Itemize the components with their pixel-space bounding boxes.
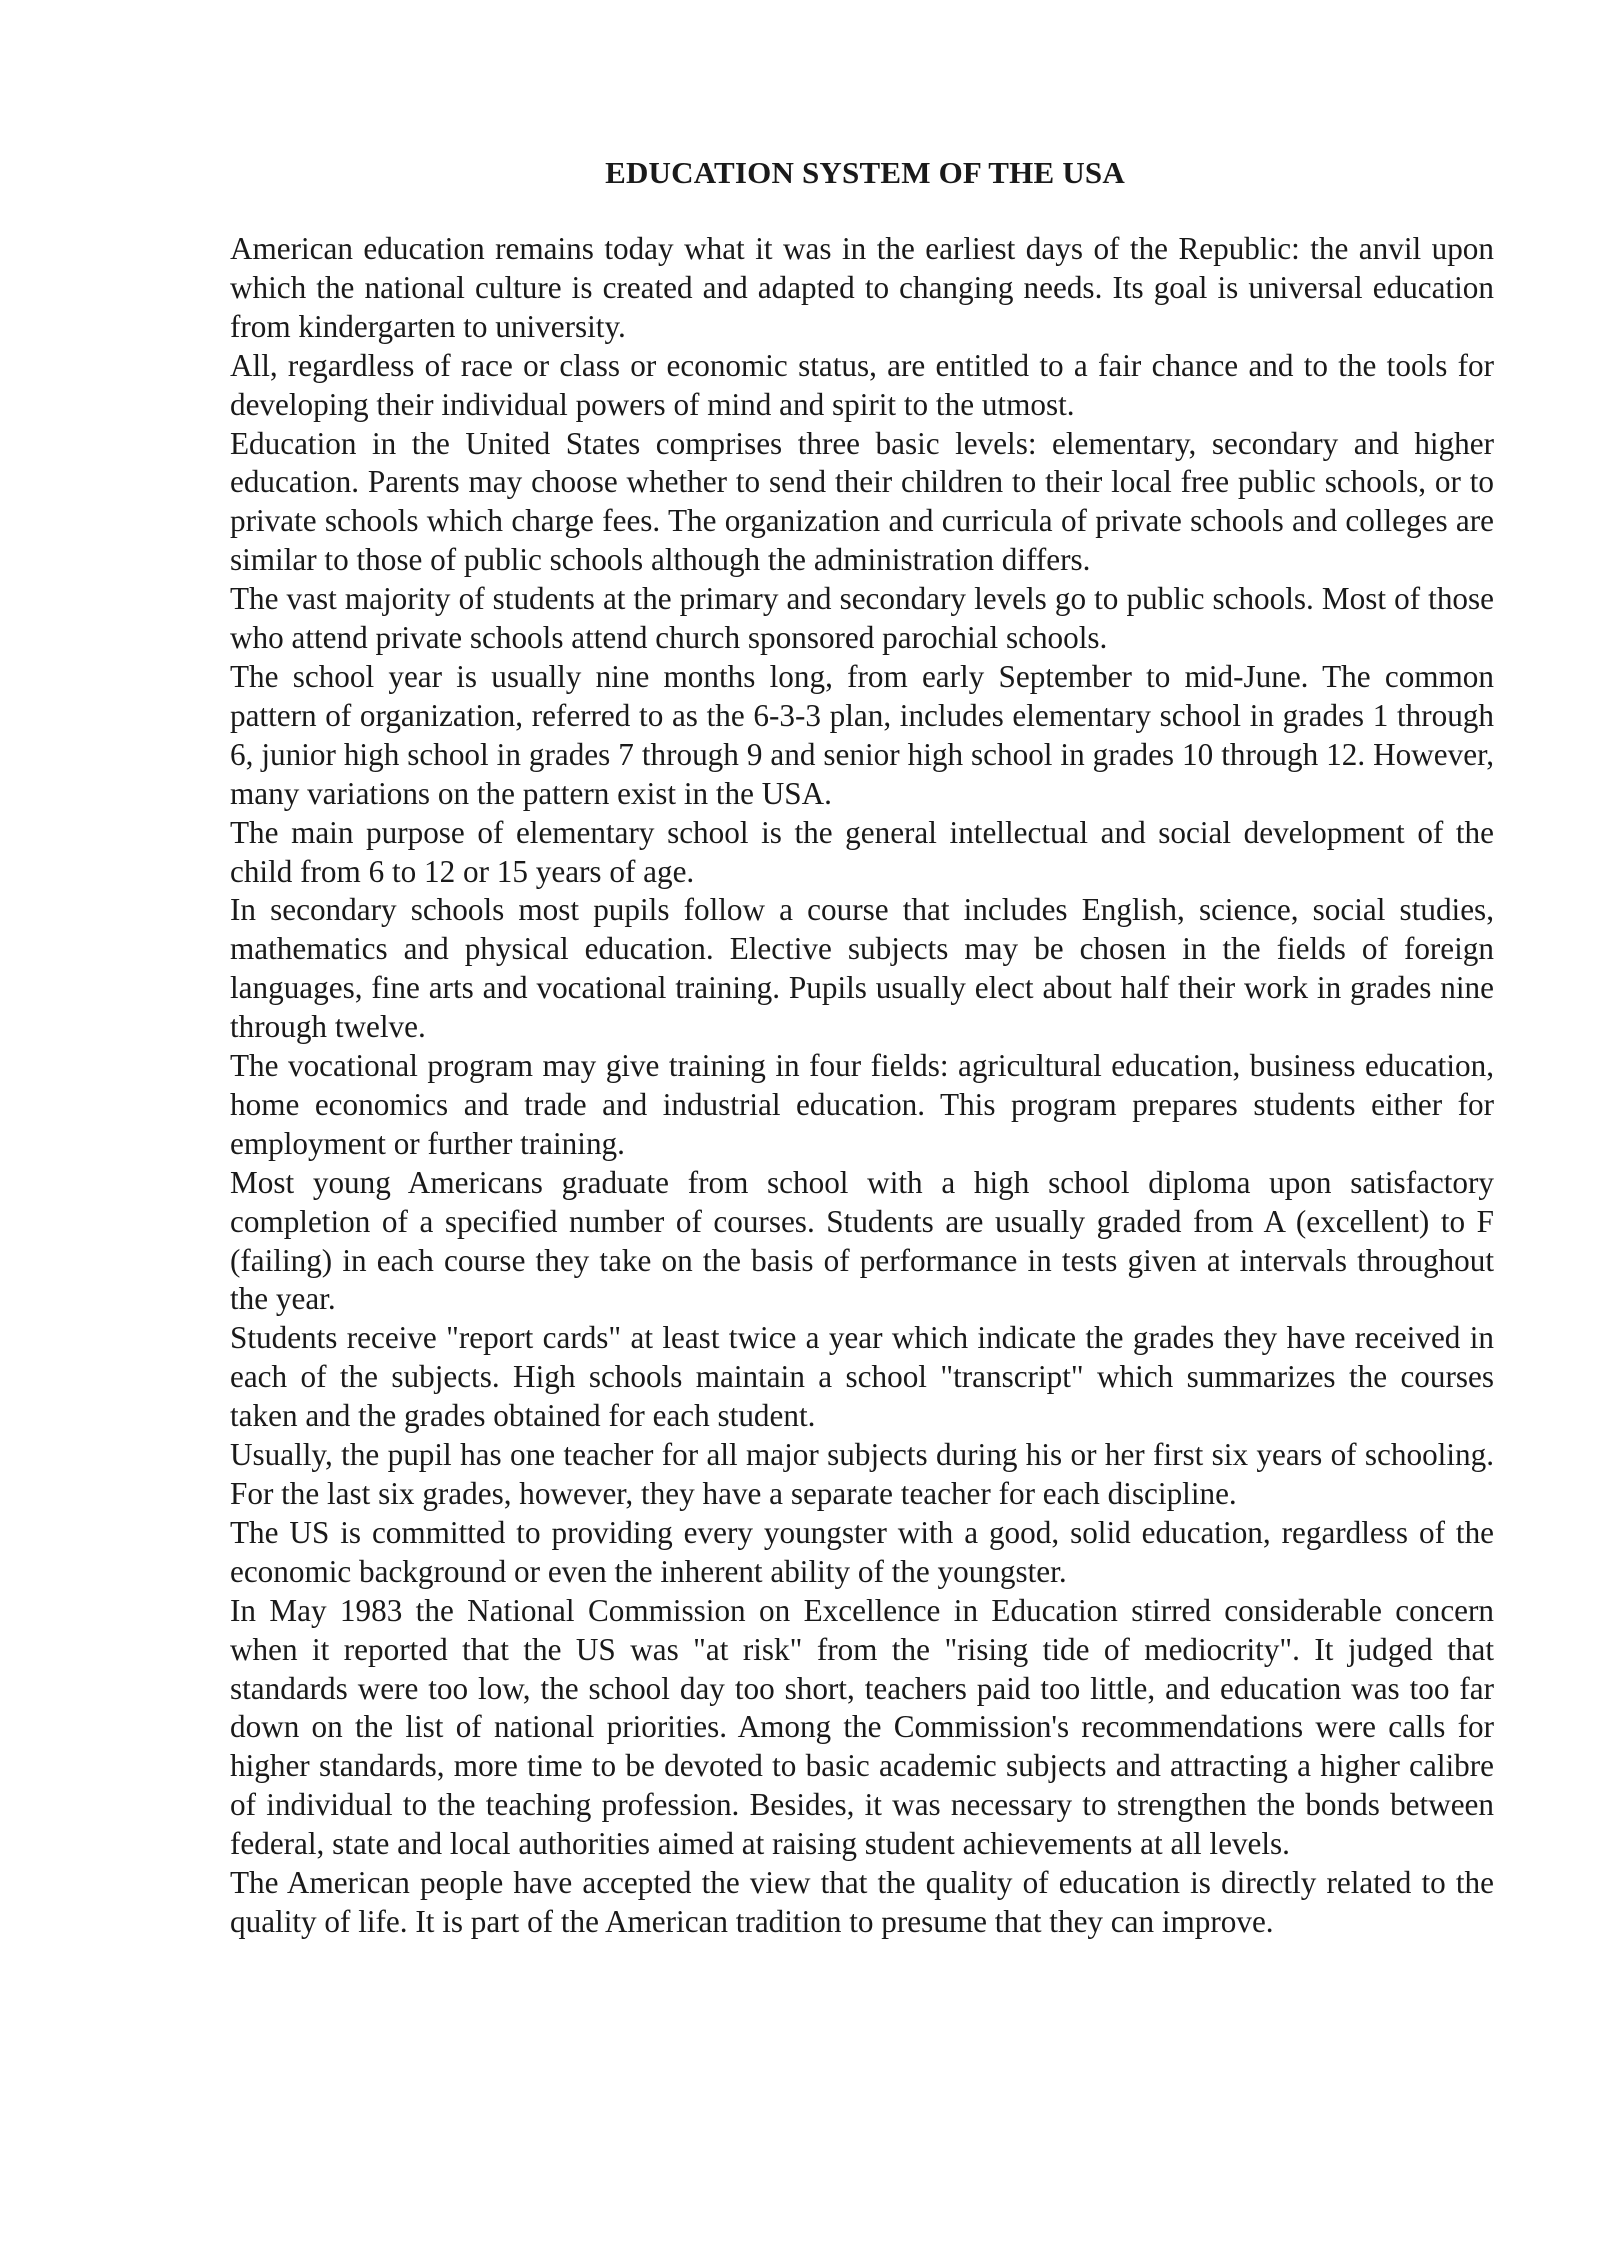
paragraph-2: All, regardless of race or class or economic status, are entitled to a fair chance and to the tools for developing their individual powers of mind and spirit to the utmost.	[230, 347, 1494, 422]
paragraph-13: In May 1983 the National Commission on Excellence in Education stirred considerable concern when it reported that the US was "at risk" from the "rising tide of mediocrity". It judged that standards were too low, the school day too short, teachers paid too little, and education was too far down on the list of national priorities. Among the Commission's recommendations were calls for higher standards, more time to be devoted to basic academic subjects and attracting a higher calibre of individual to the teaching profession. Besides, it was necessary to strengthen the bonds between federal, state and local authorities aimed at raising student achievements at all levels.	[230, 1592, 1494, 1862]
paragraph-12: The US is committed to providing every youngster with a good, solid education, regardless of the economic background or even the inherent ability of the youngster.	[230, 1514, 1494, 1589]
paragraph-1: American education remains today what it was in the earliest days of the Republic: the anvil upon which the national culture is created and adapted to changing needs. Its goal is universal education from kindergarten to university.	[230, 231, 1494, 344]
paragraph-7: In secondary schools most pupils follow a course that includes English, science, social studies, mathematics and physical education. Elective subjects may be chosen in the fields of foreign languages, fine arts and vocational training. Pupils usually elect about half their work in grades nine through twelve.	[230, 892, 1494, 1045]
paragraph-6: The main purpose of elementary school is the general intellectual and social development of the child from 6 to 12 or 15 years of age.	[230, 814, 1494, 889]
paragraph-10: Students receive "report cards" at least twice a year which indicate the grades they have received in each of the subjects. High schools maintain a school "transcript" which summarizes the courses taken and the grades obtained for each student.	[230, 1320, 1494, 1434]
paragraph-14: The American people have accepted the view that the quality of education is directly related to the quality of life. It is part of the American tradition to presume that they can improve.	[230, 1865, 1494, 1939]
paragraph-8: The vocational program may give training in four fields: agricultural education, business education, home economics and trade and industrial education. This program prepares students either for employment or further training.	[230, 1048, 1494, 1161]
document-body	[230, 230, 1494, 1942]
paragraph-9: Most young Americans graduate from school with a high school diploma upon satisfactory completion of a specified number of courses. Students are usually graded from A (excellent) to F (failing) in each course they take on the basis of performance in tests given at intervals throughout the year.	[230, 1164, 1494, 1317]
paragraph-3: Education in the United States comprises three basic levels: elementary, secondary and higher education. Parents may choose whether to send their children to their local free public schools, or to private schools which charge fees. The organization and curricula of private schools and colleges are similar to those of public schools although the administration differs.	[230, 425, 1494, 578]
paragraph-11: Usually, the pupil has one teacher for all major subjects during his or her first six years of schooling. For the last six grades, however, they have a separate teacher for each discipline.	[230, 1437, 1494, 1511]
document-title: EDUCATION SYSTEM OF THE USA	[605, 155, 1125, 190]
paragraph-4: The vast majority of students at the primary and secondary levels go to public schools. Most of those who attend private schools attend church sponsored parochial schools.	[230, 581, 1494, 656]
paragraph-5: The school year is usually nine months long, from early September to mid-June. The common pattern of organization, referred to as the 6-3-3 plan, includes elementary school in grades 1 through 6, junior high school in grades 7 through 9 and senior high school in grades 10 through 12. However, many variations on the pattern exist in the USA.	[230, 658, 1494, 811]
